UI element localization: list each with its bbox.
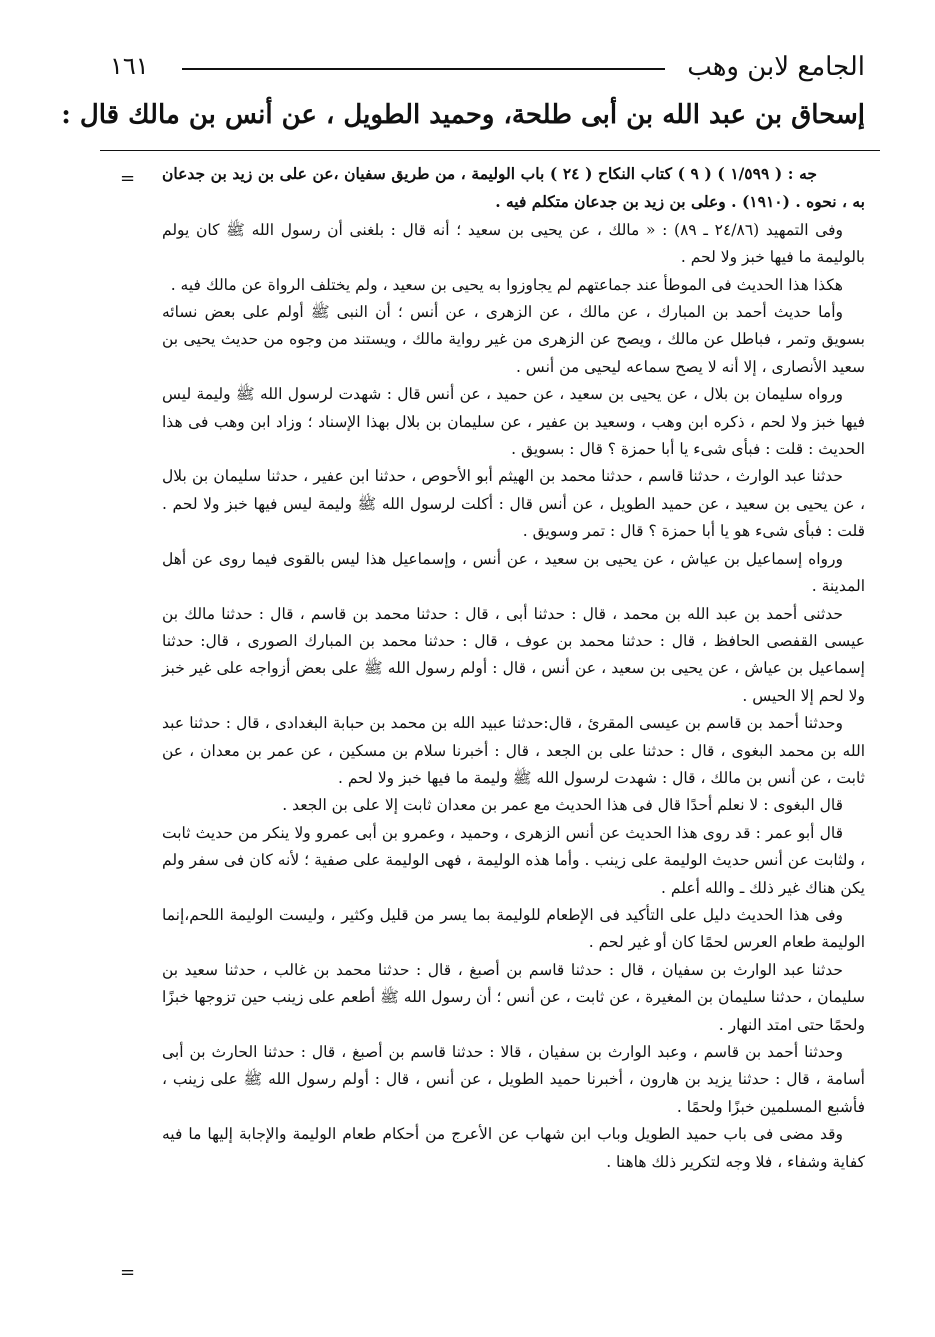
footnote-paragraph: حدثنا عبد الوارث ، حدثنا قاسم ، حدثنا محمد بن الهيثم أبو الأحوص ، حدثنا ابن عفير ، حدثنا سليمان بن بلال ، عن يحيى بن سعيد ، عن حميد الطويل ، عن أنس قال : أكلت لرسول الله ﷺ وليمة ليس فيها خبز ولا لحم . قلت : فبأى شىء هو يا أبا حمزة ؟ قال : تمر وسويق . xyxy=(162,467,865,541)
footnote-paragraph: ورواه إسماعيل بن عياش ، عن يحيى بن سعيد ، عن أنس ، وإسماعيل هذا ليس بالقوى فيما روى عن أهل المدينة . xyxy=(162,549,865,596)
footnote-paragraph: ورواه سليمان بن بلال ، عن يحيى بن سعيد ، عن حميد ، عن أنس قال : شهدت لرسول الله ﷺ وليمة ليس فيها خبز ولا لحم ، ذكره ابن وهب ، وسعيد بن عفير ، عن سليمان بن بلال بهذا الإسناد ؛ وزاد ابن وهب فى هذا الحديث : قلت : فبأى شىء يا أبا حمزة ؟ قال : بسويق . xyxy=(162,385,865,459)
footnote-paragraph: وقد مضى فى باب حميد الطويل وباب ابن شهاب عن الأعرج من أحكام طعام الوليمة والإجابة إليها ما فيه كفاية وشفاء ، فلا وجه لتكرير ذلك هاهنا . xyxy=(162,1125,865,1171)
page-number: ١٦١ xyxy=(110,52,149,80)
footnote-paragraph: حدثنى أحمد بن عبد الله بن محمد ، قال : حدثنا أبى ، قال : حدثنا محمد بن قاسم ، قال : حدثنا مالك بن عيسى القفصى الحافظ ، قال : حدثنا محمد بن عوف ، قال : حدثنا محمد بن المبارك الصورى ، قال: حدثنا إسماعيل بن عياش ، عن يحيى بن سعيد ، عن أنس ، قال : أولم رسول الله ﷺ على بعض أزواجه على غير خبز ولا لحم إلا الحيس . xyxy=(162,604,865,705)
footnote-paragraph xyxy=(162,160,865,217)
footnote-paragraph: وفى التمهيد (٢٤/٨٦ ـ ٨٩) : « مالك ، عن يحيى بن سعيد ؛ أنه قال : بلغنى أن رسول الله ﷺ كان يولم بالوليمة ما فيها خبز ولا لحم . xyxy=(162,220,865,267)
footnote-paragraph: وحدثنا أحمد بن قاسم بن عيسى المقرئ ، قال:حدثنا عبيد الله بن محمد بن حبابة البغدادى ، قال : حدثنا عبد الله بن محمد البغوى ، قال : حدثنا على بن الجعد ، قال : أخبرنا سلام بن مسكين ، عن عمر بن معدان ، عن ثابت ، عن أنس بن مالك ، قال : شهدت لرسول الله ﷺ وليمة ما فيها خبز ولا لحم . xyxy=(162,714,865,787)
continuation-mark-top: = xyxy=(120,168,136,189)
chain-heading: إسحاق بن عبد الله بن أبى طلحة، وحميد الطويل ، عن أنس بن مالك قال : xyxy=(61,100,865,130)
footnote-separator xyxy=(100,150,880,151)
footnote-paragraph: وحدثنا أحمد بن قاسم ، وعبد الوارث بن سفيان ، قالا : حدثنا قاسم بن أصبغ ، قال : حدثنا الحارث بن أبى أسامة ، قال : حدثنا يزيد بن هارون ، أخبرنا حميد الطويل ، عن أنس ، قال : أولم رسول الله ﷺ على زينب ، فأشبع المسلمين خبزًا ولحمًا . xyxy=(162,1043,865,1116)
footnotes xyxy=(162,160,865,1176)
footnote-paragraph: وأما حديث أحمد بن المبارك ، عن مالك ، عن الزهرى ، عن أنس ؛ أن النبى ﷺ أولم على بعض نسائه بسويق وتمر ، فباطل عن مالك ، ويصح عن الزهرى من غير رواية مالك ، ويستند من وجوه من حديث يحيى بن سعيد الأنصارى ، إلا أنه لا يصح سماعه ليحيى من أنس . xyxy=(162,303,865,376)
footnote-paragraph: وفى هذا الحديث دليل على التأكيد فى الإطعام للوليمة بما يسر من قليل وكثير ، وليست الوليمة اللحم،إنما الوليمة طعام العرس لحمًا كان أو غير لحم . xyxy=(162,905,865,952)
footnote-paragraph-text: جه : ( ١/٥٩٩ ) ( ٩ ) كتاب النكاح ( ٢٤ ) باب الوليمة ، من طريق سفيان ،عن على بن زيد بن جدعان به ، نحوه . (١٩١٠) . وعلى بن زيد بن جدعان متكلم فيه . xyxy=(162,164,865,212)
footnote-paragraph: قال البغوى : لا نعلم أحدًا قال فى هذا الحديث مع عمر بن معدان ثابت إلا على بن الجعد . xyxy=(282,796,843,815)
header-rule xyxy=(182,68,665,70)
footnote-paragraph: هكذا هذا الحديث فى الموطأ عند جماعتهم لم يجاوزوا به يحيى بن سعيد ، ولم يختلف الرواة عن مالك فيه . xyxy=(170,275,843,294)
running-header xyxy=(110,52,865,92)
continuation-mark-bottom: = xyxy=(120,1262,136,1283)
footnote-paragraph: حدثنا عبد الوارث بن سفيان ، قال : حدثنا قاسم بن أصبغ ، قال : حدثنا محمد بن غالب ، حدثنا سعيد بن سليمان ، حدثنا سليمان بن المغيرة ، عن ثابت ، عن أنس ؛ أن رسول الله ﷺ أطعم على زينب حين تزوجها خبزًا ولحمًا حتى امتد النهار . xyxy=(162,960,865,1034)
footnote-paragraph: قال أبو عمر : قد روى هذا الحديث عن أنس الزهرى ، وحميد ، وعمرو بن أبى عمرو ولا ينكر من حديث ثابت ، ولثابت عن أنس حديث الوليمة على زينب . وأما هذه الوليمة ، فهى الوليمة على صفية ؛ لأنه كان فى سفر ولم يكن هناك غير ذلك ـ والله أعلم . xyxy=(162,823,865,897)
running-title: الجامع لابن وهب xyxy=(687,52,865,82)
